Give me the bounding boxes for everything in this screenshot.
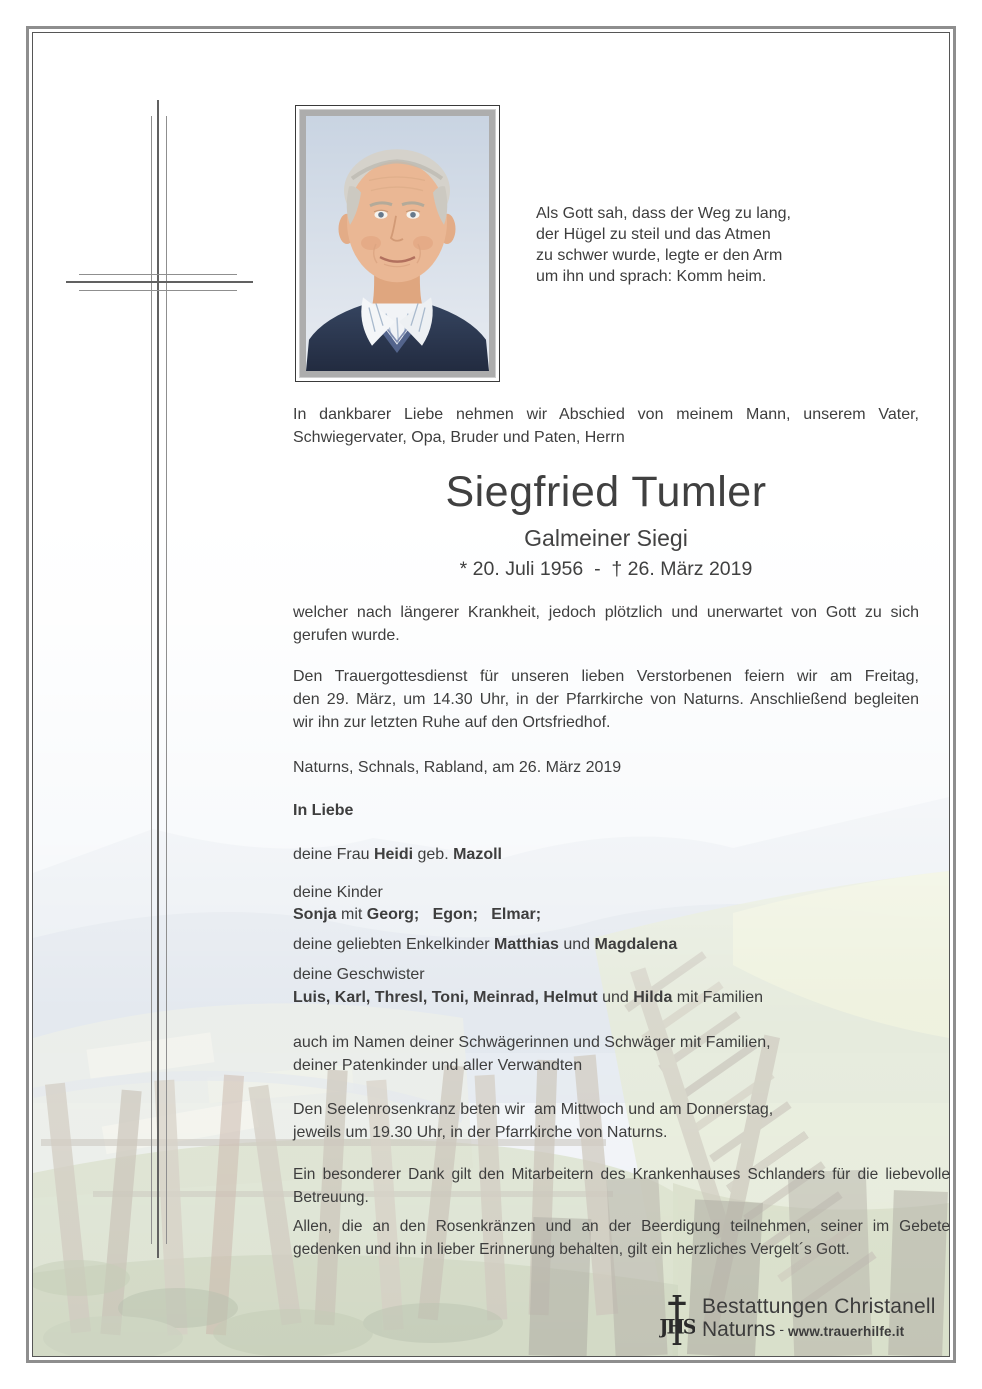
- gratitude-paragraph: [293, 1215, 950, 1261]
- cross-horizontal-center-line: [66, 281, 253, 283]
- announcement-line: welcher nach längerer Krankheit, jedoch plötzlich und unerwartet von Gott zu sich: [293, 604, 919, 621]
- verse-line: zu schwer wurde, legte er den Arm: [536, 247, 783, 264]
- family-children-line: [293, 903, 919, 926]
- funeral-home-city: Naturns: [702, 1318, 776, 1341]
- portrait-photo-mat: [300, 110, 495, 377]
- jhs-cross-emblem-icon: [659, 1295, 695, 1345]
- text-segment: und: [558, 936, 595, 953]
- funeral-home-name: Bestattungen Christanell: [702, 1295, 936, 1318]
- logo-separator: -: [779, 1321, 785, 1337]
- service-line: wir ihn zur letzten Ruhe auf den Ortsfriedhof.: [293, 714, 611, 731]
- cross-vertical-right-line: [166, 116, 167, 1244]
- jhs-monogram: JHS: [659, 1315, 695, 1339]
- name-bold-segment: Georg;: [366, 906, 420, 923]
- text-segment: [478, 906, 491, 923]
- text-segment: [419, 906, 432, 923]
- deceased-name: Siegfried Tumler: [445, 468, 767, 516]
- funeral-home-city-row: [702, 1318, 936, 1343]
- text-segment: deine geliebten Enkelkinder: [293, 936, 495, 953]
- intro-line: Schwiegervater, Opa, Bruder und Paten, Herrn: [293, 429, 625, 446]
- name-bold-segment: Matthias: [494, 936, 559, 953]
- family-grandchildren-line: [293, 933, 919, 956]
- cross-vertical-left-line: [151, 116, 152, 1244]
- name-bold-segment: Sonja: [293, 906, 337, 923]
- cross-horizontal-top-line: [79, 274, 237, 275]
- text-segment: geb.: [413, 846, 454, 863]
- thanks-line: Betreuung.: [293, 1189, 369, 1206]
- text-segment: und: [597, 989, 634, 1006]
- name-bold-segment: Hilda: [633, 989, 673, 1006]
- opening-verse: [536, 203, 791, 287]
- family-also-line: auch im Namen deiner Schwägerinnen und Schwäger mit Familien,: [293, 1034, 771, 1051]
- funeral-home-logo: [659, 1295, 936, 1345]
- verse-line: der Hügel zu steil und das Atmen: [536, 226, 771, 243]
- thanks-paragraph: [293, 1163, 950, 1209]
- portrait-photo: [306, 116, 489, 371]
- verse-line: um ihn und sprach: Komm heim.: [536, 268, 767, 285]
- funeral-home-text: [702, 1295, 936, 1343]
- family-siblings-line: [293, 986, 919, 1009]
- gratitude-line: Allen, die an den Rosenkränzen und an der Beerdigung teilnehmen, seiner im Gebete: [293, 1218, 950, 1235]
- service-paragraph: [293, 665, 919, 734]
- deceased-nickname: Galmeiner Siegi: [524, 525, 688, 551]
- gratitude-line: gedenken und ihn in lieber Erinnerung behalten, gilt ein herzliches Vergelt´s Gott.: [293, 1241, 850, 1258]
- family-also-paragraph: [293, 1031, 919, 1077]
- service-line: den 29. März, um 14.30 Uhr, in der Pfarrkirche von Naturns. Anschließend begleiten: [293, 691, 919, 708]
- rosary-line: Den Seelenrosenkranz beten wir am Mittwoch und am Donnerstag,: [293, 1101, 774, 1118]
- name-bold-segment: Elmar;: [491, 906, 542, 923]
- closing-line: In Liebe: [293, 802, 354, 819]
- funeral-home-website: www.trauerhilfe.it: [787, 1324, 905, 1339]
- intro-paragraph: [293, 403, 919, 449]
- place-date-line: Naturns, Schnals, Rabland, am 26. März 2019: [293, 759, 622, 776]
- family-wife-line: [293, 843, 919, 866]
- name-bold-segment: Egon;: [432, 906, 478, 923]
- name-bold-segment: Mazoll: [453, 846, 502, 863]
- family-children-label: deine Kinder: [293, 884, 383, 901]
- family-siblings-label: deine Geschwister: [293, 966, 425, 983]
- text-segment: mit: [336, 906, 367, 923]
- text-segment: mit Familien: [672, 989, 764, 1006]
- intro-line: In dankbarer Liebe nehmen wir Abschied von meinem Mann, unserem Vater,: [293, 406, 919, 423]
- announcement-line: gerufen wurde.: [293, 627, 400, 644]
- deceased-dates: * 20. Juli 1956 - † 26. März 2019: [459, 558, 753, 580]
- verse-line: Als Gott sah, dass der Weg zu lang,: [536, 205, 791, 222]
- family-also-line: deiner Patenkinder und aller Verwandten: [293, 1057, 583, 1074]
- thanks-line: Ein besonderer Dank gilt den Mitarbeitern des Krankenhauses Schlanders für die liebevolle: [293, 1166, 950, 1183]
- name-bold-segment: Luis, Karl, Thresl, Toni, Meinrad, Helmut: [293, 989, 598, 1006]
- text-segment: deine Frau: [293, 846, 374, 863]
- announcement-paragraph: [293, 601, 919, 647]
- rosary-paragraph: [293, 1098, 919, 1144]
- service-line: Den Trauergottesdienst für unseren lieben Verstorbenen feiern wir am Freitag,: [293, 668, 919, 685]
- portrait-photo-frame: [295, 105, 500, 382]
- cross-horizontal-bottom-line: [79, 290, 237, 291]
- name-bold-segment: Heidi: [373, 846, 414, 863]
- name-bold-segment: Magdalena: [594, 936, 678, 953]
- rosary-line: jeweils um 19.30 Uhr, in der Pfarrkirche von Naturns.: [293, 1124, 668, 1141]
